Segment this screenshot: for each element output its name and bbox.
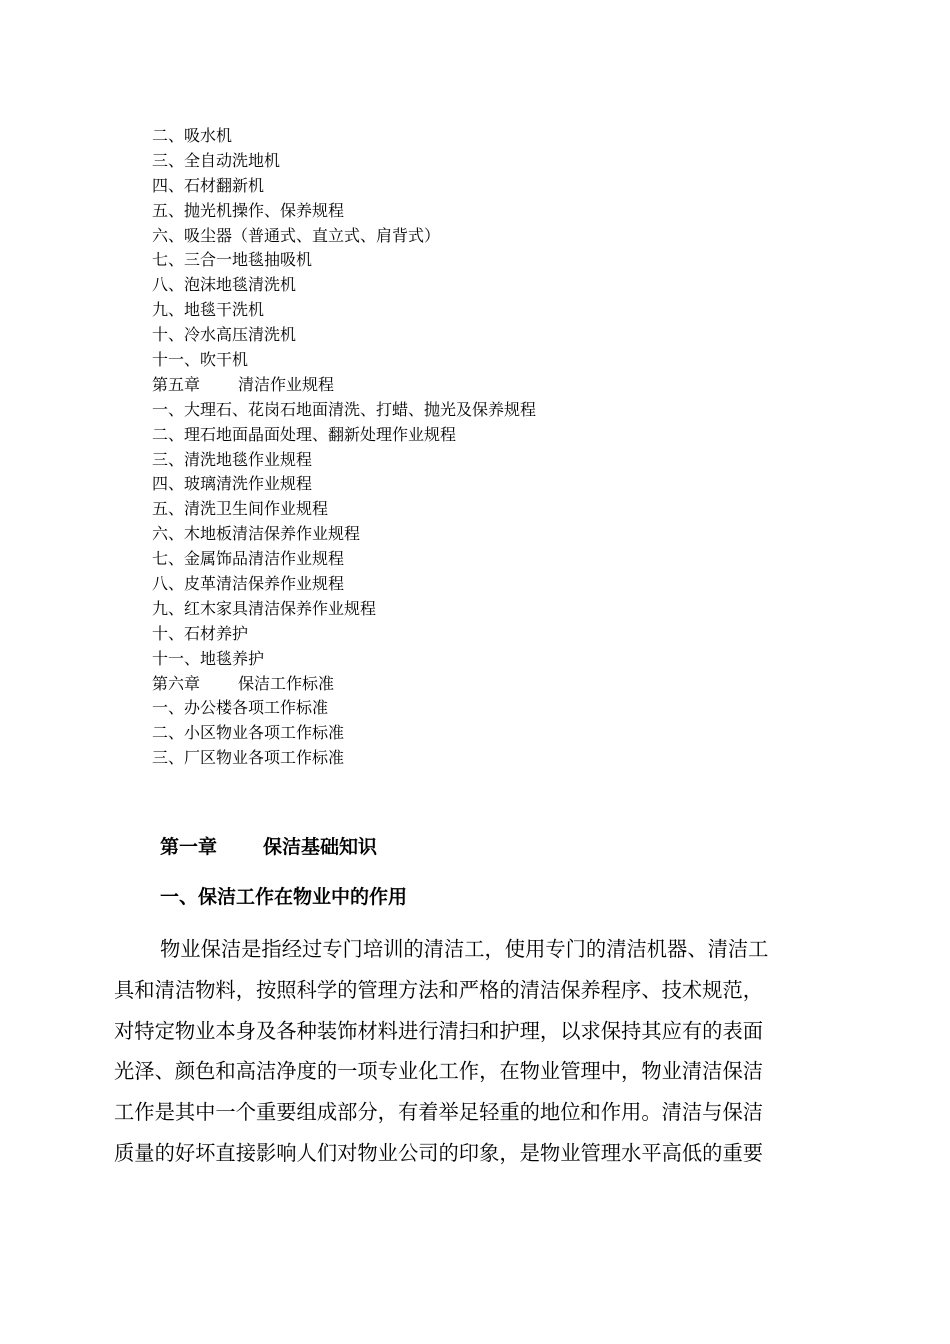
toc-item-label: 九、红木家具清洁保养作业规程	[152, 598, 377, 618]
toc-item	[152, 721, 536, 746]
paragraph-line: 物业保洁是指经过专门培训的清洁工，使用专门的清洁机器、清洁工	[160, 937, 769, 961]
toc-item-label: 三、清洗地毯作业规程	[152, 449, 313, 469]
toc-item	[152, 323, 536, 348]
toc-item	[152, 398, 536, 423]
toc-item	[152, 746, 536, 771]
toc-item	[152, 273, 536, 298]
toc-item	[152, 348, 536, 373]
toc-item-label: 一、办公楼各项工作标准	[152, 698, 329, 718]
toc-item	[152, 522, 536, 547]
toc-item-label: 十一、吹干机	[152, 350, 249, 370]
toc-item-label: 一、大理石、花岗石地面清洗、打蜡、抛光及保养规程	[152, 399, 537, 419]
toc-item	[152, 497, 536, 522]
toc-chapter-number: 第五章	[152, 374, 201, 394]
toc-item-label: 二、吸水机	[152, 126, 233, 145]
toc-item-label: 八、泡沫地毯清洗机	[152, 275, 297, 295]
paragraph-line: 对特定物业本身及各种装饰材料进行清扫和护理，以求保持其应有的表面	[114, 1018, 764, 1043]
toc-chapter-title: 清洁作业规程	[238, 374, 335, 394]
toc-item-label: 七、金属饰品清洁作业规程	[152, 549, 345, 569]
chapter-heading	[160, 830, 377, 864]
toc-item-label: 八、皮革清洁保养作业规程	[152, 574, 345, 594]
paragraph-line: 光泽、颜色和高洁净度的一项专业化工作，在物业管理中，物业清洁保洁	[114, 1059, 764, 1084]
toc-item-label: 六、吸尘器（普通式、直立式、肩背式）	[152, 225, 441, 245]
toc-item-label: 十、石材养护	[152, 623, 249, 643]
toc-chapter-title: 保洁工作标准	[238, 673, 335, 693]
toc-item-label: 四、玻璃清洗作业规程	[152, 474, 313, 494]
chapter-number: 第一章	[160, 836, 218, 858]
toc-item	[152, 547, 536, 572]
toc-item-label: 二、小区物业各项工作标准	[152, 723, 345, 743]
toc-item-label: 六、木地板清洁保养作业规程	[152, 524, 361, 544]
toc-item	[152, 597, 536, 622]
toc-item-label: 七、三合一地毯抽吸机	[152, 250, 313, 270]
toc-item-label: 五、清洗卫生间作业规程	[152, 499, 329, 519]
body-paragraph	[114, 929, 768, 1174]
paragraph-line: 质量的好坏直接影响人们对物业公司的印象，是物业管理水平高低的重要	[114, 1140, 764, 1165]
section-heading: 一、保洁工作在物业中的作用	[160, 886, 408, 908]
toc-item	[152, 696, 536, 721]
toc-item-label: 十一、地毯养护	[152, 648, 265, 668]
toc-item	[152, 647, 536, 672]
toc-item	[152, 174, 536, 199]
paragraph-line: 具和清洁物料，按照科学的管理方法和严格的清洁保养程序、技术规范，	[114, 977, 764, 1002]
toc-item	[152, 298, 536, 323]
toc-item	[152, 149, 536, 174]
toc-item	[152, 199, 536, 224]
paragraph-line: 工作是其中一个重要组成部分，有着举足轻重的地位和作用。清洁与保洁	[114, 1100, 764, 1125]
toc-chapter-number: 第六章	[152, 673, 201, 693]
toc-item-label: 二、理石地面晶面处理、翻新处理作业规程	[152, 424, 457, 444]
toc-item-label: 三、厂区物业各项工作标准	[152, 748, 345, 768]
toc-item	[152, 448, 536, 473]
toc-item-label: 四、石材翻新机	[152, 175, 265, 195]
toc-item	[152, 572, 536, 597]
chapter-title: 保洁基础知识	[263, 836, 378, 858]
toc-item-label: 五、抛光机操作、保养规程	[152, 200, 345, 220]
toc-item	[152, 124, 536, 149]
toc-chapter	[152, 672, 536, 697]
table-of-contents	[152, 124, 536, 771]
toc-item	[152, 423, 536, 448]
toc-item-label: 九、地毯干洗机	[152, 300, 265, 320]
toc-item	[152, 472, 536, 497]
toc-item-label: 十、冷水高压清洗机	[152, 325, 297, 345]
toc-item	[152, 248, 536, 273]
toc-chapter	[152, 373, 536, 398]
toc-item	[152, 224, 536, 249]
toc-item-label: 三、全自动洗地机	[152, 150, 281, 170]
toc-item	[152, 622, 536, 647]
